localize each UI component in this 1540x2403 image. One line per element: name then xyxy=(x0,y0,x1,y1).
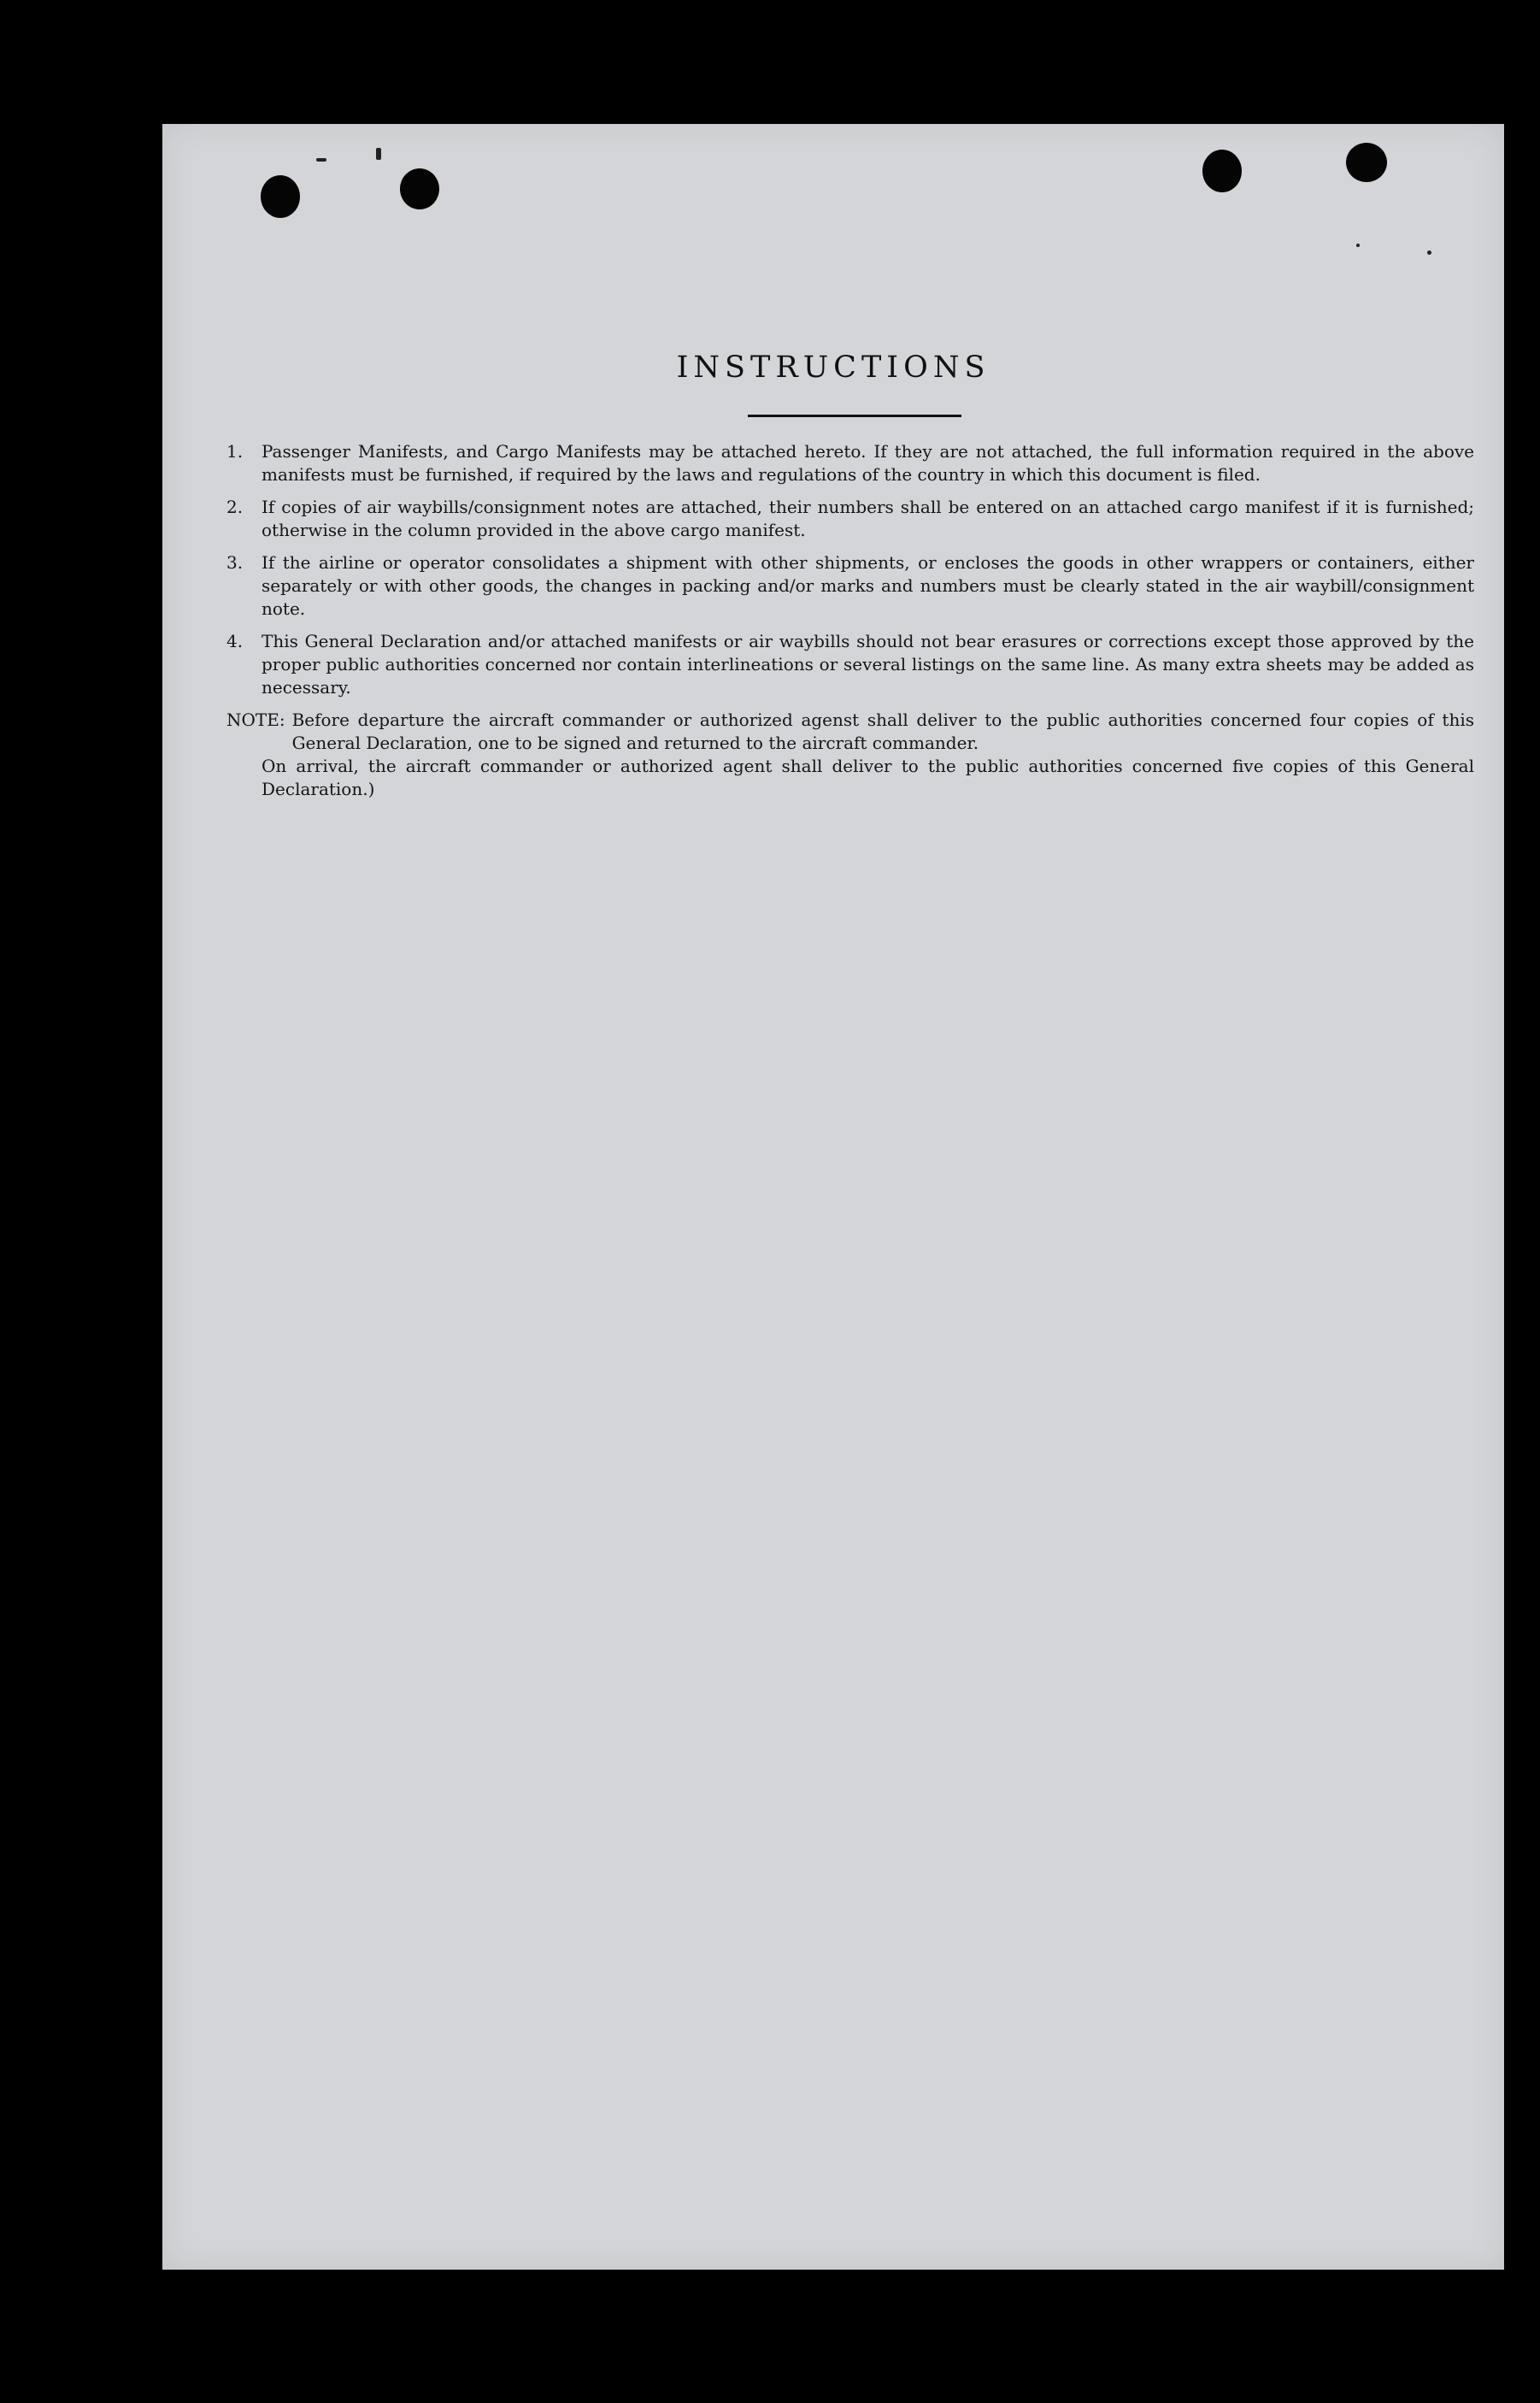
instruction-text: Passenger Manifests, and Cargo Manifests may be attached hereto. If they are not attached, the full information required in the above manifests must be furnished, if required by the laws and regulations of the country in which this document is filed. xyxy=(262,441,1474,485)
speck-mark xyxy=(1427,250,1431,255)
note-paragraph-1: Before departure the aircraft commander or authorized agenst shall deliver to the public authorities concerned four copies of this General Declaration, one to be signed and returned to the aircraft commander. xyxy=(291,710,1474,753)
note-label: NOTE: xyxy=(226,710,285,730)
instruction-text: If the airline or operator consolidates a shipment with other shipments, or encloses the goods in other wrappers or containers, either separately or with other goods, the changes in packing and/or marks and numbers must be clearly stated in the air waybill/consignment note. xyxy=(262,552,1474,619)
instructions-list xyxy=(226,440,1474,801)
note-paragraph-2: On arrival, the aircraft commander or authorized agent shall deliver to the public authorities concerned five copies of this General Declaration.) xyxy=(262,756,1474,799)
instruction-number: 3. xyxy=(226,552,244,573)
punch-hole-2 xyxy=(400,168,439,209)
punch-hole-4 xyxy=(1346,143,1387,182)
speck-mark xyxy=(1356,244,1360,247)
speck-mark xyxy=(376,148,381,160)
title-underline xyxy=(748,415,961,417)
document-page xyxy=(162,124,1504,2270)
speck-mark xyxy=(316,158,326,162)
note-block xyxy=(226,709,1474,755)
instruction-number: 1. xyxy=(226,441,244,462)
punch-hole-1 xyxy=(261,175,300,218)
instruction-item-4 xyxy=(226,630,1474,699)
instruction-item-2 xyxy=(226,496,1474,542)
instruction-text: This General Declaration and/or attached manifests or air waybills should not bear erasures or corrections except those approved by the proper public authorities concerned nor contain interlineations or several listings on the same line. As many extra sheets may be added as necessary. xyxy=(262,631,1474,698)
page-title: INSTRUCTIONS xyxy=(676,350,990,385)
instruction-item-1 xyxy=(226,440,1474,486)
instruction-number: 4. xyxy=(226,631,244,651)
instruction-item-3 xyxy=(226,551,1474,621)
instruction-number: 2. xyxy=(226,497,244,517)
instruction-text: If copies of air waybills/consignment notes are attached, their numbers shall be entered on an attached cargo manifest if it is furnished; otherwise in the column provided in the above cargo manifest. xyxy=(262,497,1474,540)
punch-hole-3 xyxy=(1202,150,1242,192)
